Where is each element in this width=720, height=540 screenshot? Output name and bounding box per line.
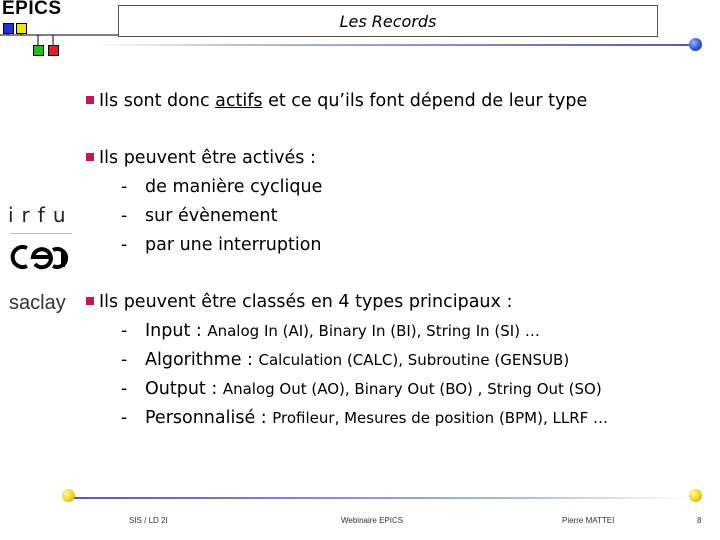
type-detail: Analog Out (AO), Binary Out (BO) , String Out (SO) <box>222 380 602 398</box>
bullet-3 <box>86 292 512 312</box>
type-label: Algorithme : <box>145 350 259 370</box>
bullet-marker-icon <box>86 153 94 161</box>
cea-logo <box>9 240 73 274</box>
slide-title: Les Records <box>339 11 437 31</box>
type-label: Personnalisé : <box>145 408 273 428</box>
bullet-3-item: - Output : Analog Out (AO), Binary Out (BO) , String Out (SO) <box>121 379 602 399</box>
yellow-dot-icon <box>62 489 75 502</box>
bullet-marker-icon <box>86 297 94 305</box>
bottom-rule <box>74 497 690 499</box>
saclay-logo: saclay <box>9 292 66 314</box>
footer-right: Pierre MATTEI <box>562 516 615 525</box>
type-detail: Calculation (CALC), Subroutine (GENSUB) <box>258 351 570 369</box>
blue-dot-icon <box>689 38 702 51</box>
bullet-2-item-text: de manière cyclique <box>145 177 323 197</box>
bullet-3-text: Ils peuvent être classés en 4 types principaux : <box>99 292 513 312</box>
yellow-dot-icon <box>689 489 702 502</box>
bullet-2-text: Ils peuvent être activés : <box>99 148 316 168</box>
type-detail: Profileur, Mesures de position (BPM), LLRF … <box>272 409 609 427</box>
bullet-2 <box>86 148 316 168</box>
bullet-2-item-text: par une interruption <box>145 235 322 255</box>
title-box <box>118 5 658 37</box>
irfu-logo: irfu <box>8 203 74 227</box>
bullet-1-underlined: actifs <box>215 91 263 111</box>
footer-left: SIS / LD 2I <box>129 516 168 525</box>
type-label: Output : <box>145 379 223 399</box>
footer-center: Webinaire EPICS <box>341 516 404 525</box>
bullet-3-item: - Input : Analog In (AI), Binary In (BI), String In (SI) … <box>121 321 540 341</box>
bullet-2-item: - de manière cyclique <box>121 177 323 197</box>
bullet-1 <box>86 91 587 111</box>
bullet-3-item: - Personnalisé : Profileur, Mesures de position (BPM), LLRF … <box>121 408 609 428</box>
bullet-1-text-end: et ce qu’ils font dépend de leur type <box>262 91 588 111</box>
bullet-1-text-start: Ils sont donc <box>99 91 216 111</box>
type-detail: Analog In (AI), Binary In (BI), String In (SI) … <box>207 322 540 340</box>
page-number: 8 <box>697 516 702 525</box>
bullet-3-item: - Algorithme : Calculation (CALC), Subroutine (GENSUB) <box>121 350 570 370</box>
logo-divider <box>10 233 72 234</box>
top-rule <box>90 44 690 46</box>
epics-logo-text: EPICS <box>2 0 62 19</box>
bullet-2-item: - par une interruption <box>121 235 322 255</box>
type-label: Input : <box>145 321 208 341</box>
bullet-2-item-text: sur évènement <box>145 206 278 226</box>
bullet-2-item: - sur évènement <box>121 206 278 226</box>
bullet-marker-icon <box>86 96 94 104</box>
